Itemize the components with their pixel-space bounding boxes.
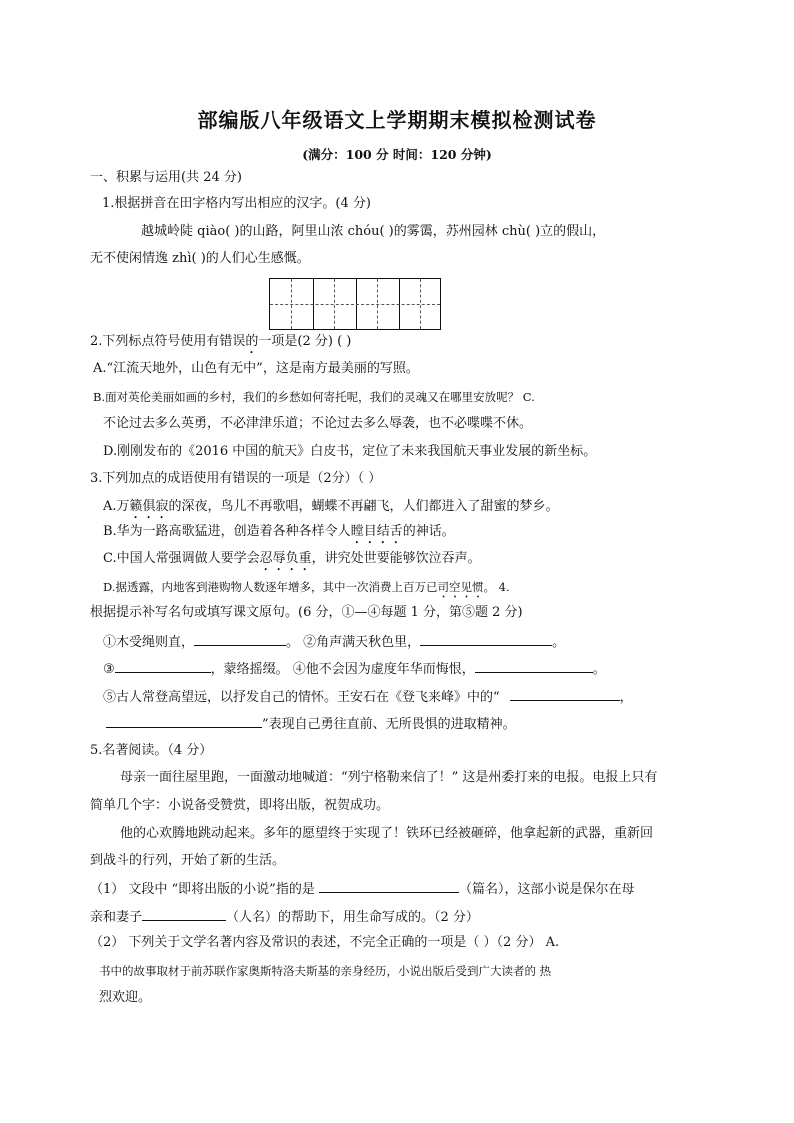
q3-option-d: D.据透露，内地客到港购物人数逐年增多，其中一次消费上百万已司空见惯。 4. [103, 580, 510, 594]
q4-row1: ①木受绳则直， 。 ②角声满天秋色里， 。 [103, 635, 566, 650]
answer-blank[interactable] [319, 880, 459, 893]
q5-para2-line2: 到战斗的行列，开始了新的生活。 [90, 853, 286, 868]
answer-blank[interactable] [142, 908, 226, 921]
q3-stem: 3.下列加点的成语使用有错误的一项是（2分）（ ） [90, 471, 382, 486]
q5-para1-line1: 母亲一面往屋里跑，一面激动地喊道：“列宁格勒来信了！” 这是州委打来的电报。电报上只有 [120, 770, 658, 785]
q5-sub1-line2: 亲和妻子 （人名）的帮助下，用生命写成的。（2 分） [90, 910, 479, 925]
q2-stem: 2.下列标点符号使用有错误的一项是(2 分) ( ) [90, 334, 352, 349]
q1-line2: 无不使闲情逸 zhì( )的人们心生感慨。 [90, 251, 310, 266]
q5-sub2-option-a-line1: 书中的故事取材于前苏联作家奥斯特洛夫斯基的亲身经历，小说出版后受到广大读者的 热 [99, 964, 552, 978]
q5-sub1-line1: （1） 文段中 “即将出版的小说”指的是 （篇名），这部小说是保尔在母 [90, 882, 635, 897]
q5-sub2-stem: （2） 下列关于文学名著内容及常识的表述，不完全正确的一项是（ ）（2 分） A. [90, 935, 560, 950]
q1-stem: 1.根据拼音在田字格内写出相应的汉字。(4 分) [102, 196, 371, 211]
section-heading: 一、积累与运用(共 24 分) [90, 170, 242, 185]
q5-para1-line2: 简单几个字：小说备受赞赏，即将出版，祝贺成功。 [90, 798, 390, 813]
q3-option-c: C.中国人常强调做人要学会忍辱负重，讲究处世要能够饮泣吞声。 [103, 551, 481, 566]
answer-blank[interactable] [510, 688, 620, 701]
q3-option-b: B.华为一路高歌猛进，创造着各种各样令人瞠目结舌的神话。 [103, 524, 455, 539]
exam-info: (满分：100 分 时间：120 分钟) [302, 147, 492, 162]
answer-blank[interactable] [194, 633, 286, 646]
q5-para2-line1: 他的心欢腾地跳动起来。多年的愿望终于实现了！铁环已经被砸碎，他拿起新的武器，重新回 [120, 826, 654, 841]
q4-row4: ”表现自己勇往直前、无所畏惧的进取精神。 [106, 715, 516, 733]
answer-blank[interactable] [115, 660, 211, 673]
q1-line1: 越城岭陡 qiào( )的山路，阿里山浓 chóu( )的雾霭，苏州园林 chù( )立的假山， [141, 224, 606, 239]
q2-option-a: A.“江流天地外，山色有无中”，这是南方最美丽的写照。 [93, 361, 419, 376]
answer-blank[interactable] [420, 633, 552, 646]
q4-row2: ③ ，蒙络摇缀。 ④他不会因为虚度年华而悔恨， 。 [103, 662, 606, 677]
q3-option-a: A.万籁俱寂的深夜，鸟儿不再歌唱，蝴蝶不再翩飞，人们都进入了甜蜜的梦乡。 [103, 499, 559, 514]
q5-stem: 5.名著阅读。（4 分） [90, 743, 213, 758]
q5-sub2-option-a-line2: 烈欢迎。 [99, 990, 152, 1005]
q4-row3: ⑤古人常登高望远，以抒发自己的情怀。王安石在《登飞来峰》中的“ ， [103, 690, 633, 705]
answer-blank[interactable] [106, 715, 262, 728]
q2-option-d: D.刚刚发布的《2016 中国的航天》白皮书，定位了未来我国航天事业发展的新坐标。 [103, 444, 597, 459]
q2-option-c: 不论过去多么英勇，不必津津乐道；不论过去多么辱袭，也不必喋喋不休。 [103, 416, 533, 431]
page-title: 部编版八年级语文上学期期末模拟检测试卷 [197, 108, 597, 132]
q4-stem: 根据提示补写名句或填写课文原句。(6 分，①—④每题 1 分，第⑤题 2 分) [90, 605, 523, 620]
q2-option-b: B.面对英伦美丽如画的乡村，我们的乡愁如何寄托呢，我们的灵魂又在哪里安放呢？ C. [93, 390, 535, 404]
tianzige-grid[interactable] [269, 278, 441, 330]
answer-blank[interactable] [475, 660, 593, 673]
